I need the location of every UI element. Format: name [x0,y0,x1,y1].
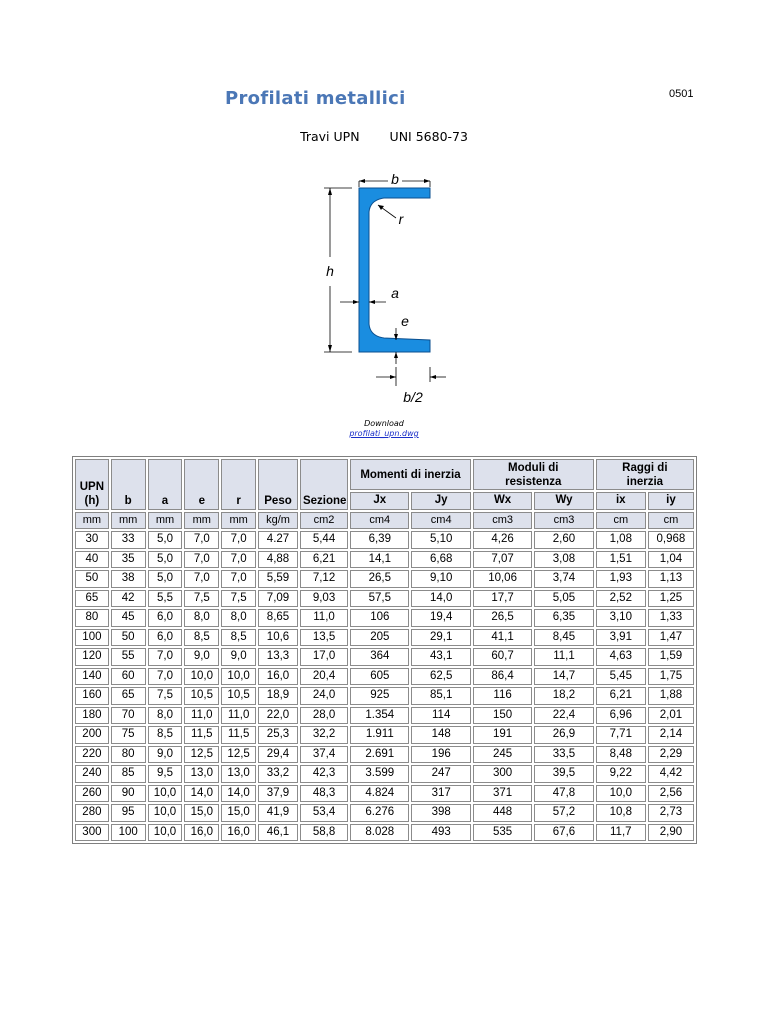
table-cell: 10,0 [148,804,183,822]
table-cell: 18,2 [534,687,593,705]
upn-channel-shape [359,188,430,352]
table-cell: 8,5 [148,726,183,744]
table-cell: 38 [111,570,146,588]
table-row [75,687,694,705]
table-cell: 5,45 [596,668,646,686]
header-wx: Wx [473,492,532,510]
table-cell: 196 [411,746,470,764]
table-cell: 14,7 [534,668,593,686]
table-cell: 60 [111,668,146,686]
table-cell: 100 [111,824,146,842]
dim-label-b2: b/2 [403,389,423,405]
table-cell: 24,0 [300,687,348,705]
table-cell: 1,25 [648,590,694,608]
table-cell: 9,5 [148,765,183,783]
table-row [75,746,694,764]
header-peso: Peso [258,459,298,510]
table-cell: 30 [75,531,109,549]
table-cell: 300 [75,824,109,842]
table-cell: 15,0 [184,804,219,822]
table-cell: 22,0 [258,707,298,725]
unit-cell: cm4 [350,512,409,530]
table-row [75,804,694,822]
table-cell: 48,3 [300,785,348,803]
table-cell: 29,4 [258,746,298,764]
table-cell: 60,7 [473,648,532,666]
table-cell: 11,5 [184,726,219,744]
table-cell: 0,968 [648,531,694,549]
table-cell: 14,1 [350,551,409,569]
subtitle-standard: UNI 5680-73 [389,129,468,144]
header-r: r [221,459,256,510]
table-cell: 7,0 [148,668,183,686]
table-cell: 1.911 [350,726,409,744]
table-cell: 6,68 [411,551,470,569]
table-cell: 8,65 [258,609,298,627]
unit-cell: mm [148,512,183,530]
table-cell: 33,5 [534,746,593,764]
table-cell: 364 [350,648,409,666]
upn-table-body [75,531,694,841]
table-cell: 86,4 [473,668,532,686]
table-cell: 17,7 [473,590,532,608]
table-cell: 9,10 [411,570,470,588]
table-cell: 33,2 [258,765,298,783]
table-cell: 2,73 [648,804,694,822]
table-cell: 55 [111,648,146,666]
table-cell: 1,04 [648,551,694,569]
table-cell: 2,90 [648,824,694,842]
table-cell: 120 [75,648,109,666]
table-cell: 53,4 [300,804,348,822]
table-cell: 6,35 [534,609,593,627]
table-cell: 9,0 [221,648,256,666]
table-cell: 7,12 [300,570,348,588]
table-cell: 16,0 [258,668,298,686]
table-cell: 3,91 [596,629,646,647]
table-cell: 116 [473,687,532,705]
table-cell: 5,0 [148,570,183,588]
header-upn [75,459,109,510]
table-cell: 11,0 [300,609,348,627]
table-cell: 16,0 [184,824,219,842]
table-cell: 3,08 [534,551,593,569]
table-cell: 13,0 [221,765,256,783]
table-cell: 7,0 [221,570,256,588]
table-cell: 13,0 [184,765,219,783]
table-cell: 11,0 [184,707,219,725]
table-cell: 10,0 [148,824,183,842]
table-cell: 317 [411,785,470,803]
unit-cell: cm2 [300,512,348,530]
table-cell: 67,6 [534,824,593,842]
table-cell: 9,0 [148,746,183,764]
page-subtitle [0,129,768,144]
table-cell: 4,88 [258,551,298,569]
unit-cell: mm [111,512,146,530]
upn-table [72,456,697,844]
table-cell: 5,05 [534,590,593,608]
header-e: e [184,459,219,510]
table-cell: 2,01 [648,707,694,725]
table-cell: 7,5 [184,590,219,608]
table-cell: 4.27 [258,531,298,549]
table-cell: 493 [411,824,470,842]
table-cell: 11,5 [221,726,256,744]
table-cell: 57,2 [534,804,593,822]
table-cell: 1,13 [648,570,694,588]
table-cell: 3,74 [534,570,593,588]
dim-label-r: r [398,211,404,227]
table-cell: 7,0 [221,531,256,549]
table-cell: 2,56 [648,785,694,803]
table-cell: 47,8 [534,785,593,803]
table-cell: 42,3 [300,765,348,783]
table-row [75,570,694,588]
table-cell: 245 [473,746,532,764]
table-cell: 6,0 [148,629,183,647]
table-cell: 605 [350,668,409,686]
table-cell: 6,96 [596,707,646,725]
table-cell: 14,0 [184,785,219,803]
table-cell: 43,1 [411,648,470,666]
table-cell: 7,0 [184,551,219,569]
table-cell: 10,0 [596,785,646,803]
table-cell: 150 [473,707,532,725]
header-group-momenti: Momenti di inerzia [350,459,471,490]
unit-cell: mm [75,512,109,530]
table-cell: 7,5 [148,687,183,705]
table-cell: 7,09 [258,590,298,608]
table-cell: 148 [411,726,470,744]
table-cell: 280 [75,804,109,822]
table-cell: 4,26 [473,531,532,549]
table-row [75,668,694,686]
download-label: Download [364,419,404,428]
table-cell: 8,5 [184,629,219,647]
unit-cell: kg/m [258,512,298,530]
header-ix: ix [596,492,646,510]
table-cell: 2,60 [534,531,593,549]
table-cell: 25,3 [258,726,298,744]
table-cell: 10,8 [596,804,646,822]
table-cell: 65 [111,687,146,705]
table-cell: 240 [75,765,109,783]
table-cell: 11,1 [534,648,593,666]
table-row [75,629,694,647]
table-cell: 205 [350,629,409,647]
table-cell: 5,59 [258,570,298,588]
table-cell: 35 [111,551,146,569]
units-row [75,512,694,530]
table-cell: 1.354 [350,707,409,725]
table-cell: 41,1 [473,629,532,647]
page-code: 0501 [669,88,694,100]
table-cell: 8.028 [350,824,409,842]
table-cell: 1,59 [648,648,694,666]
table-cell: 2,14 [648,726,694,744]
table-cell: 26,5 [350,570,409,588]
table-cell: 925 [350,687,409,705]
table-cell: 7,71 [596,726,646,744]
header-wy: Wy [534,492,593,510]
table-cell: 10,06 [473,570,532,588]
table-cell: 191 [473,726,532,744]
table-cell: 16,0 [221,824,256,842]
table-row [75,785,694,803]
table-row [75,590,694,608]
table-cell: 8,0 [184,609,219,627]
unit-cell: cm3 [473,512,532,530]
table-cell: 6,21 [300,551,348,569]
table-cell: 37,9 [258,785,298,803]
table-cell: 10,0 [221,668,256,686]
upn-table-container [72,456,697,844]
table-cell: 4,42 [648,765,694,783]
table-cell: 7,0 [221,551,256,569]
table-cell: 46,1 [258,824,298,842]
table-cell: 11,7 [596,824,646,842]
table-cell: 57,5 [350,590,409,608]
table-cell: 398 [411,804,470,822]
header-a: a [148,459,183,510]
unit-cell: cm3 [534,512,593,530]
table-cell: 5,5 [148,590,183,608]
table-cell: 1,75 [648,668,694,686]
table-cell: 300 [473,765,532,783]
table-row [75,531,694,549]
table-cell: 85 [111,765,146,783]
table-cell: 5,0 [148,551,183,569]
table-cell: 180 [75,707,109,725]
table-cell: 26,5 [473,609,532,627]
unit-cell: cm [596,512,646,530]
header-upn-label: UPN [79,480,105,493]
header-group-moduli-line1: Moduli di [508,461,559,474]
table-cell: 8,48 [596,746,646,764]
header-jy: Jy [411,492,470,510]
table-cell: 114 [411,707,470,725]
header-group-raggi-line2: inerzia [626,475,664,488]
table-cell: 14,0 [221,785,256,803]
table-cell: 9,0 [184,648,219,666]
table-cell: 10,5 [221,687,256,705]
table-cell: 19,4 [411,609,470,627]
table-cell: 7,5 [221,590,256,608]
table-cell: 18,9 [258,687,298,705]
table-cell: 5,0 [148,531,183,549]
table-cell: 200 [75,726,109,744]
table-cell: 20,4 [300,668,348,686]
table-cell: 15,0 [221,804,256,822]
table-cell: 1,08 [596,531,646,549]
dim-label-e: e [401,313,409,329]
table-cell: 45 [111,609,146,627]
header-sezione: Sezione [300,459,348,510]
dim-label-h: h [326,263,334,279]
table-cell: 8,45 [534,629,593,647]
header-iy: iy [648,492,694,510]
header-group-raggi [596,459,694,490]
table-cell: 140 [75,668,109,686]
download-section [0,419,768,439]
table-cell: 247 [411,765,470,783]
table-cell: 41,9 [258,804,298,822]
unit-cell: cm4 [411,512,470,530]
table-cell: 7,07 [473,551,532,569]
table-cell: 75 [111,726,146,744]
table-cell: 4,63 [596,648,646,666]
table-cell: 50 [75,570,109,588]
table-cell: 17,0 [300,648,348,666]
table-cell: 1,88 [648,687,694,705]
table-cell: 1,33 [648,609,694,627]
unit-cell: mm [184,512,219,530]
table-cell: 65 [75,590,109,608]
table-cell: 58,8 [300,824,348,842]
table-cell: 14,0 [411,590,470,608]
table-cell: 8,0 [148,707,183,725]
table-cell: 12,5 [184,746,219,764]
table-cell: 5,10 [411,531,470,549]
table-cell: 1,47 [648,629,694,647]
table-cell: 7,0 [184,531,219,549]
table-cell: 28,0 [300,707,348,725]
table-cell: 12,5 [221,746,256,764]
header-upn-h: (h) [84,494,100,507]
table-cell: 3,10 [596,609,646,627]
header-jx: Jx [350,492,409,510]
table-cell: 10,5 [184,687,219,705]
table-cell: 5,44 [300,531,348,549]
table-cell: 80 [75,609,109,627]
table-cell: 33 [111,531,146,549]
table-cell: 7,0 [148,648,183,666]
table-cell: 2,52 [596,590,646,608]
table-cell: 8,0 [221,609,256,627]
header-b: b [111,459,146,510]
table-cell: 8,5 [221,629,256,647]
unit-cell: mm [221,512,256,530]
table-cell: 106 [350,609,409,627]
table-cell: 29,1 [411,629,470,647]
table-cell: 6.276 [350,804,409,822]
table-cell: 13,5 [300,629,348,647]
table-cell: 6,21 [596,687,646,705]
table-cell: 95 [111,804,146,822]
table-cell: 10,0 [148,785,183,803]
upn-profile-diagram [310,160,460,410]
table-cell: 535 [473,824,532,842]
table-cell: 371 [473,785,532,803]
table-cell: 2,29 [648,746,694,764]
table-cell: 26,9 [534,726,593,744]
dim-label-b: b [391,171,399,187]
table-row [75,648,694,666]
table-cell: 1,51 [596,551,646,569]
table-cell: 6,0 [148,609,183,627]
table-cell: 22,4 [534,707,593,725]
table-cell: 448 [473,804,532,822]
table-row [75,824,694,842]
table-cell: 4.824 [350,785,409,803]
table-cell: 32,2 [300,726,348,744]
table-cell: 13,3 [258,648,298,666]
table-cell: 160 [75,687,109,705]
table-cell: 9,03 [300,590,348,608]
table-cell: 1,93 [596,570,646,588]
table-cell: 39,5 [534,765,593,783]
table-cell: 42 [111,590,146,608]
unit-cell: cm [648,512,694,530]
download-link[interactable]: profilati_upn.dwg [349,429,419,438]
header-group-raggi-line1: Raggi di [622,461,668,474]
table-cell: 6,39 [350,531,409,549]
table-row [75,707,694,725]
dim-label-a: a [391,285,399,301]
table-cell: 11,0 [221,707,256,725]
table-row [75,609,694,627]
table-cell: 2.691 [350,746,409,764]
table-cell: 7,0 [184,570,219,588]
header-group-moduli-line2: resistenza [505,475,562,488]
table-cell: 3.599 [350,765,409,783]
table-cell: 220 [75,746,109,764]
table-cell: 37,4 [300,746,348,764]
table-cell: 10,6 [258,629,298,647]
table-row [75,726,694,744]
table-cell: 80 [111,746,146,764]
table-cell: 85,1 [411,687,470,705]
table-cell: 70 [111,707,146,725]
table-cell: 40 [75,551,109,569]
subtitle-profile: Travi UPN [300,129,360,144]
page-title: Profilati metallici [225,88,406,109]
header-group-moduli [473,459,594,490]
table-row [75,551,694,569]
table-cell: 9,22 [596,765,646,783]
table-row [75,765,694,783]
table-cell: 90 [111,785,146,803]
table-cell: 260 [75,785,109,803]
table-cell: 100 [75,629,109,647]
table-cell: 50 [111,629,146,647]
table-cell: 10,0 [184,668,219,686]
table-cell: 62,5 [411,668,470,686]
